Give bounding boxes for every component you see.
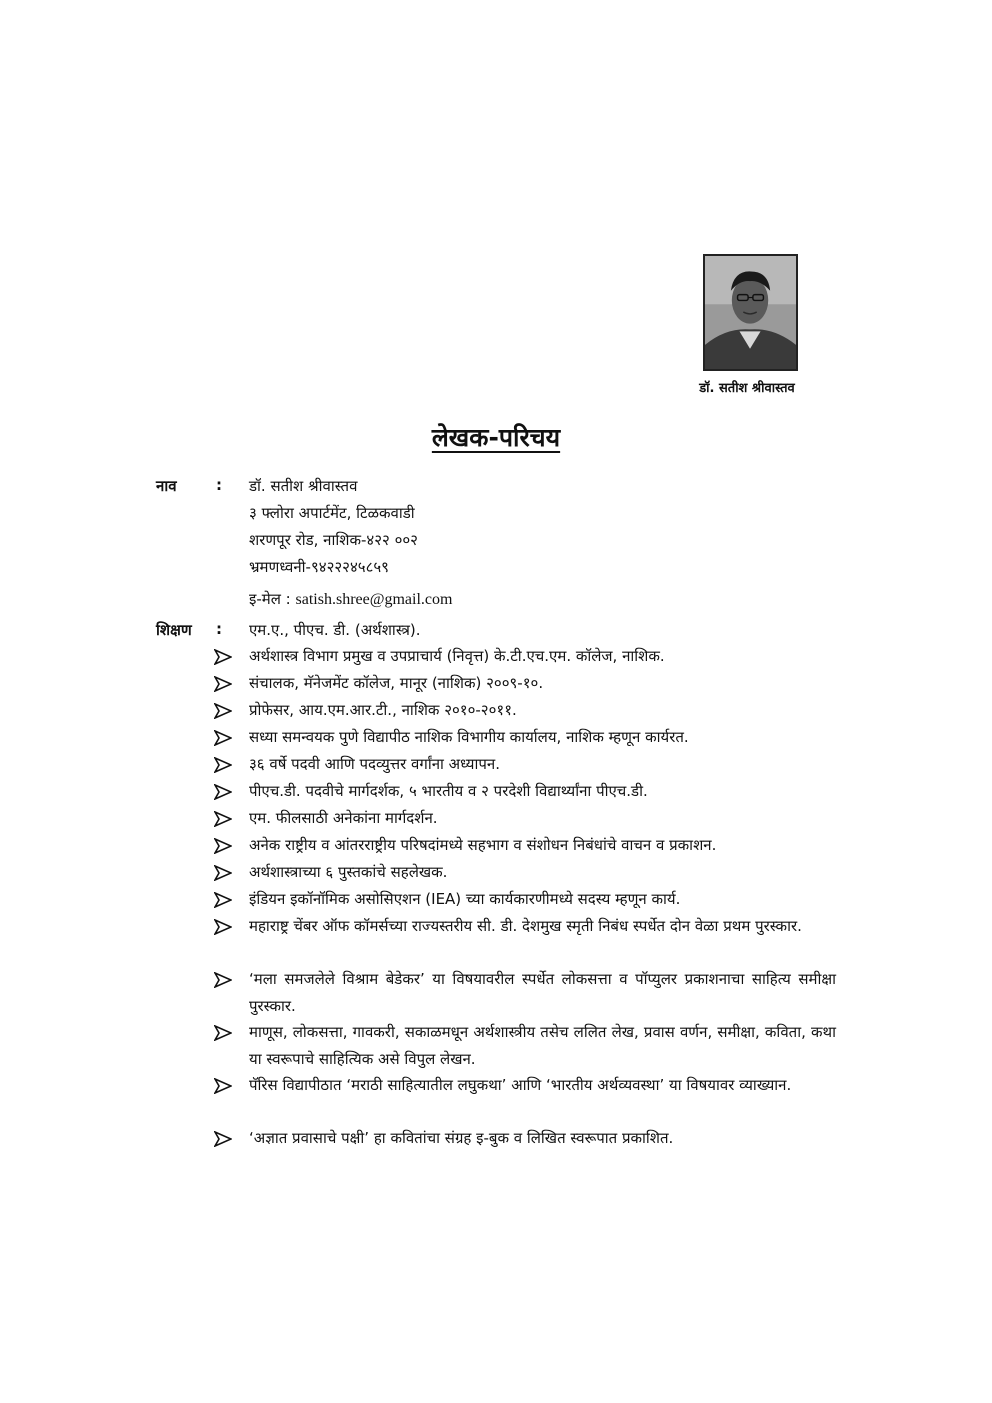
arrow-bullet-icon — [214, 784, 236, 800]
email-value: satish.shree@gmail.com — [295, 591, 453, 608]
education-value: एम.ए., पीएच. डी. (अर्थशास्त्र). — [249, 621, 421, 639]
bullet-text: अर्थशास्त्र विभाग प्रमुख व उपप्राचार्य (निवृत्त) के.टी.एच.एम. कॉलेज, नाशिक. — [249, 647, 665, 665]
arrow-bullet-icon — [214, 972, 236, 988]
arrow-bullet-icon — [214, 892, 236, 908]
bullet-text: ‘अज्ञात प्रवासाचे पक्षी’ हा कवितांचा संग्रह इ-बुक व लिखित स्वरूपात प्रकाशित. — [249, 1129, 674, 1147]
phone-line: भ्रमणध्वनी-९४२२२४५८५९ — [249, 558, 389, 576]
email-label: इ-मेल : — [249, 590, 296, 608]
education-label: शिक्षण — [156, 621, 192, 639]
arrow-bullet-icon — [214, 757, 236, 773]
bullet-text: पॅरिस विद्यापीठात ‘मराठी साहित्यातील लघुकथा’ आणि ‘भारतीय अर्थव्यवस्था’ या विषयावर व्याख्यान. — [249, 1076, 792, 1094]
bullet-text: सध्या समन्वयक पुणे विद्यापीठ नाशिक विभागीय कार्यालय, नाशिक म्हणून कार्यरत. — [249, 728, 689, 746]
bullet-text: माणूस, लोकसत्ता, गावकरी, सकाळमधून अर्थशास्त्रीय तसेच ललित लेख, प्रवास वर्णन, समीक्षा, कविता, कथा या स्वरूपाचे साहित्यिक असे विपुल लेखन. — [249, 1023, 836, 1068]
author-name: डॉ. सतीश श्रीवास्तव — [249, 477, 358, 495]
arrow-bullet-icon — [214, 838, 236, 854]
education-colon: : — [216, 620, 222, 638]
name-label: नाव — [156, 477, 177, 495]
name-colon: : — [216, 476, 222, 494]
arrow-bullet-icon — [214, 811, 236, 827]
photo-caption: डॉ. सतीश श्रीवास्तव — [699, 381, 795, 396]
bullet-text: अर्थशास्त्राच्या ६ पुस्तकांचे सहलेखक. — [249, 863, 448, 881]
email-line — [249, 589, 452, 609]
bullet-text: पीएच.डी. पदवीचे मार्गदर्शक, ५ भारतीय व २ परदेशी विद्यार्थ्यांना पीएच.डी. — [249, 782, 648, 800]
arrow-bullet-icon — [214, 1078, 236, 1094]
bullet-text: इंडियन इकॉनॉमिक असोसिएशन (IEA) च्या कार्यकारणीमध्ये सदस्य म्हणून कार्य. — [249, 890, 681, 908]
bullet-text: प्रोफेसर, आय.एम.आर.टी., नाशिक २०१०-२०११. — [249, 701, 517, 719]
page-title — [0, 420, 992, 454]
author-photo-image — [705, 256, 796, 369]
arrow-bullet-icon — [214, 865, 236, 881]
bullet-text: महाराष्ट्र चेंबर ऑफ कॉमर्सच्या राज्यस्तरीय सी. डी. देशमुख स्मृती निबंध स्पर्धेत दोन वेळा प्रथम पुरस्कार. — [249, 917, 802, 935]
arrow-bullet-icon — [214, 676, 236, 692]
bullet-text: एम. फीलसाठी अनेकांना मार्गदर्शन. — [249, 809, 438, 827]
address-line-1: ३ फ्लोरा अपार्टमेंट, टिळकवाडी — [249, 504, 415, 522]
arrow-bullet-icon — [214, 1131, 236, 1147]
bullet-text: ‘मला समजलेले विश्राम बेडेकर’ या विषयावरील स्पर्धेत लोकसत्ता व पॉप्युलर प्रकाशनाचा साहित्य समीक्षा पुरस्कार. — [249, 970, 836, 1015]
arrow-bullet-icon — [214, 730, 236, 746]
bullet-text: संचालक, मॅनेजमेंट कॉलेज, मानूर (नाशिक) २००९-१०. — [249, 674, 544, 692]
arrow-bullet-icon — [214, 703, 236, 719]
bullet-text: अनेक राष्ट्रीय व आंतरराष्ट्रीय परिषदांमध्ये सहभाग व संशोधन निबंधांचे वाचन व प्रकाशन. — [249, 836, 717, 854]
arrow-bullet-icon — [214, 919, 236, 935]
page-title-text: लेखक-परिचय — [431, 423, 561, 452]
address-line-2: शरणपूर रोड, नाशिक-४२२ ००२ — [249, 531, 418, 549]
bullet-text: ३६ वर्षे पदवी आणि पदव्युत्तर वर्गांना अध्यापन. — [249, 755, 500, 773]
arrow-bullet-icon — [214, 1025, 236, 1041]
arrow-bullet-icon — [214, 649, 236, 665]
author-photo — [703, 254, 798, 371]
